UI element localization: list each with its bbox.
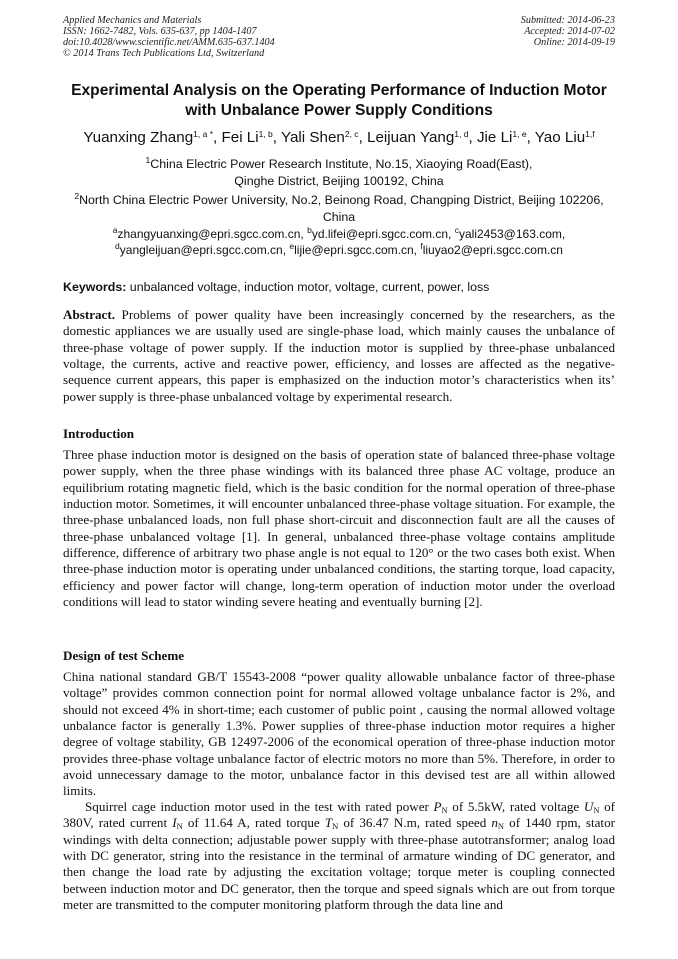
design-paragraph-1: China national standard GB/T 15543-2008 “power quality allowable unbalance factor of three-phase voltage” provides common connection point for normal allowed voltage unbalance factor is 2%, and should not exceed 4% in short-time; each customer of public point , causing the normal allowed voltage unbalance factor is generally 1.3%. Power supplies of three-phase induction motor requires a higher degree of voltage stability, GB 12497-2006 of the economical operation of three-phase induction motor provides three-phase voltage unbalance factor of electric motors no more than 5%. Therefore, in order to avoid unnecessary damage to the motor, unbalance factor in this devised test are all within allowed limits.: [63, 669, 615, 799]
author-separator: ,: [358, 129, 368, 146]
author-separator: ,: [526, 129, 535, 146]
email-mark: f: [420, 240, 423, 251]
author-list: [40, 129, 638, 147]
journal-name: Applied Mechanics and Materials: [63, 15, 202, 26]
symbol: T: [324, 815, 333, 831]
email-address[interactable]: yali2453@163.com,: [458, 227, 566, 241]
affiliation-line: North China Electric Power University, No.2, Beinong Road, Changping District, Beijing 102206,: [79, 193, 604, 207]
text-run: of 36.47 N.m, rated speed: [338, 815, 492, 831]
email-mark: d: [115, 240, 120, 251]
subscript: N: [332, 821, 339, 832]
text-run: of 11.64 A, rated torque: [182, 815, 325, 831]
submitted-date: Submitted: 2014-06-23: [520, 15, 615, 26]
subscript: N: [593, 805, 600, 815]
section-heading-design: Design of test Scheme: [63, 648, 185, 663]
email-mark: b: [307, 225, 312, 235]
section-heading-introduction: Introduction: [63, 426, 135, 441]
title-line-1: Experimental Analysis on the Operating Performance of Induction Motor: [71, 82, 607, 99]
affiliation-2: [60, 192, 618, 225]
email-address[interactable]: yangleijuan@epri.sgcc.com.cn,: [119, 242, 290, 257]
abstract-text: Problems of power quality have been increasingly concerned by the researchers, as the domestic appliances we are usually used are single-phase load, which mainly causes the unbalance of three-phase voltage of power supply. If the induction motor is supplied by three-phase unbalanced voltage, the currents, active and reactive power, efficiency, and losses are affected as the negative-sequence current appears, this paper is emphasized on the induction motor’s characteristics when its’ power supply is three-phase unbalanced voltage by experimental research.: [63, 307, 615, 404]
email-address[interactable]: liuyao2@epri.sgcc.com.cn: [422, 242, 563, 257]
symbol: P: [433, 799, 442, 814]
text-run: Squirrel cage induction motor used in the test with rated power: [85, 799, 434, 814]
journal-copyright: © 2014 Trans Tech Publications Ltd, Switzerland: [63, 48, 265, 59]
text-run: of 5.5kW, rated voltage: [447, 799, 584, 814]
author-name: Fei Li: [221, 129, 259, 146]
author-separator: ,: [213, 129, 222, 146]
affiliation-line: Qinghe District, Beijing 100192, China: [234, 173, 444, 188]
symbol: n: [491, 815, 498, 831]
email-address[interactable]: zhangyuanxing@epri.sgcc.com.cn,: [117, 227, 308, 241]
affiliation-mark: 1: [145, 155, 151, 165]
affiliation-mark: 2: [74, 191, 80, 201]
abstract-label: Abstract.: [63, 307, 115, 322]
email-mark: a: [112, 225, 118, 235]
subscript: N: [441, 805, 448, 815]
author-affiliation-mark: 2, c: [344, 129, 359, 139]
author-separator: ,: [468, 129, 477, 146]
subscript: N: [176, 821, 183, 832]
author-name: Leijuan Yang: [367, 129, 455, 146]
text-run: of 1440 rpm, stator windings with delta connection; adjustable power supply with three-phase autotransformer; analog load with DC generator, string into the resistance in the terminal of armature winding of DC generator, and then change the load rate by adjusting the excitation voltage; torque meter is coupling connected between induction motor and DC generator, then the torque and speed signals which are out from torque meter are transmitted to the computer monitoring platform through the data line and: [63, 815, 615, 913]
subscript: N: [497, 821, 505, 832]
journal-header-right: [521, 15, 615, 48]
keywords-label: Keywords:: [63, 280, 127, 294]
author-name: Jie Li: [476, 129, 513, 146]
affiliation-1: [60, 156, 618, 189]
abstract: [63, 307, 615, 405]
affiliation-line: China: [322, 209, 356, 224]
design-paragraph-2: [63, 799, 615, 913]
text-run: of 380V, rated current: [63, 799, 616, 831]
author-separator: ,: [272, 129, 281, 146]
author-affiliation-mark: 1, b: [258, 129, 273, 139]
author-emails: [60, 227, 618, 258]
author-affiliation-mark: 1, e: [512, 129, 527, 139]
journal-issn: ISSN: 1662-7482, Vols. 635-637, pp 1404-1407: [63, 26, 257, 37]
author-name: Yao Liu: [534, 129, 586, 146]
affiliation-line: China Electric Power Research Institute, No.15, Xiaoying Road(East),: [150, 157, 533, 171]
journal-doi: doi:10.4028/www.scientific.net/AMM.635-637.1404: [63, 37, 275, 48]
email-mark: e: [289, 240, 295, 251]
email-address[interactable]: lijie@epri.sgcc.com.cn,: [294, 242, 421, 257]
author-name: Yuanxing Zhang: [83, 129, 194, 146]
title-line-2: with Unbalance Power Supply Conditions: [185, 102, 493, 119]
keywords: [63, 279, 615, 295]
author-affiliation-mark: 1,f: [585, 129, 595, 139]
author-name: Yali Shen: [280, 129, 345, 146]
accepted-date: Accepted: 2014-07-02: [524, 26, 615, 37]
paper-title: [50, 81, 628, 121]
author-affiliation-mark: 1, a *: [193, 129, 214, 139]
symbol: I: [172, 815, 177, 831]
keywords-text: unbalanced voltage, induction motor, voltage, current, power, loss: [126, 280, 490, 294]
online-date: Online: 2014-09-19: [533, 37, 615, 48]
author-affiliation-mark: 1, d: [454, 129, 469, 139]
journal-header-left: [63, 15, 275, 59]
introduction-paragraph: Three phase induction motor is designed on the basis of operation state of balanced three-phase voltage power supply, when the three phase windings with its balanced three phase AC voltage, produce an equilibrium rotating magnetic field, which is the basic condition for the normal operation of three-phase induction motor. Sometimes, it will encounter unbalanced three-phase voltage situation. For example, the three-phase unbalanced loads, non full phase short-circuit and disconnection fault are all the causes of three-phase unbalanced voltage [1]. In general, unbalanced three-phase voltage contains amplitude difference, difference of arbitrary two phase angle is not equal to 120° or the two cases both exist. When three-phase induction motor is operating under unbalanced conditions, the starting torque, load capacity, efficiency and power factor will change, long-term operation of induction motor under the overload conditions will lead to stator winding severe heating and eventually burning [2].: [63, 447, 615, 610]
email-mark: c: [454, 225, 459, 235]
symbol: U: [583, 799, 594, 814]
email-address[interactable]: yd.lifei@epri.sgcc.com.cn,: [311, 227, 455, 241]
